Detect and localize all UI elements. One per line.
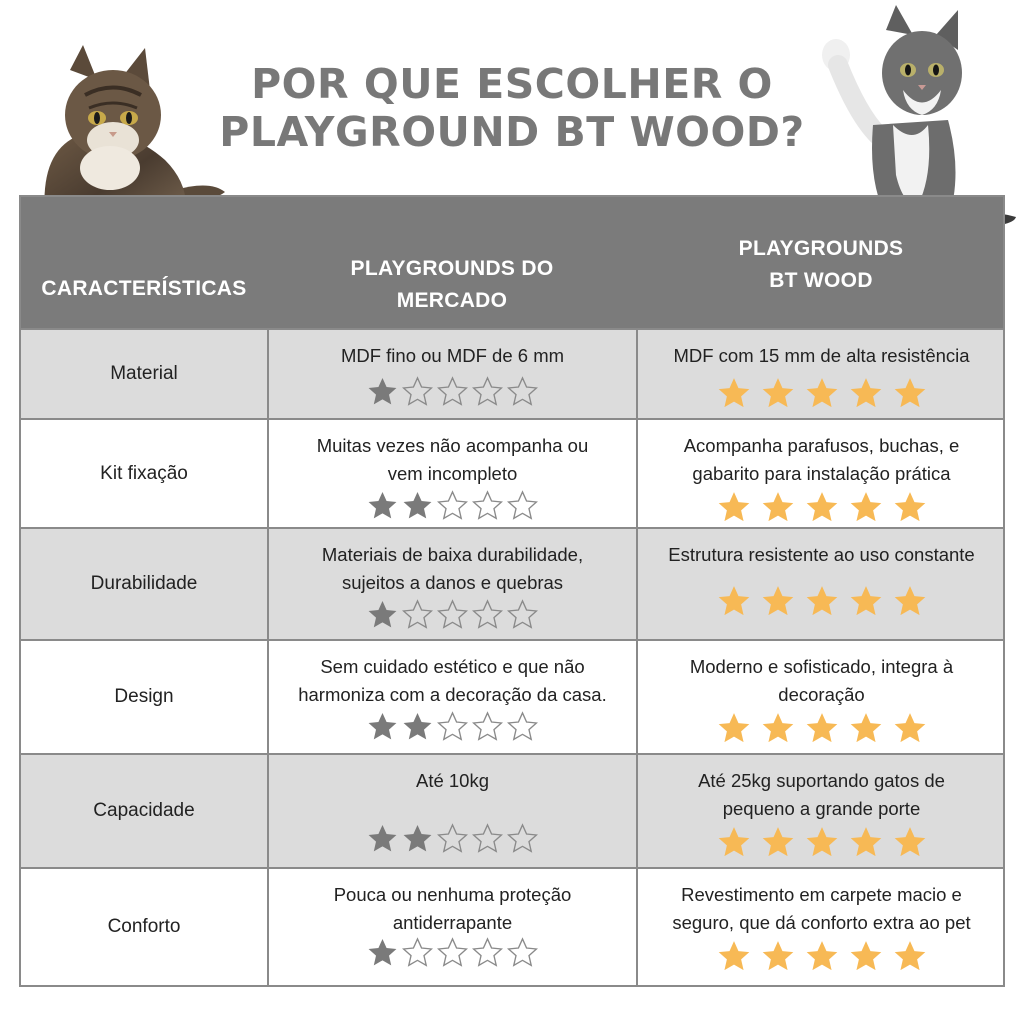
btwood-rating <box>717 490 927 524</box>
filled-star-icon <box>805 584 839 618</box>
table-header-row <box>21 197 1003 330</box>
empty-star-icon <box>472 711 503 742</box>
filled-star-icon <box>761 376 795 410</box>
empty-star-icon <box>472 823 503 854</box>
market-rating <box>367 711 538 742</box>
filled-star-icon <box>402 490 433 521</box>
btwood-rating <box>717 584 927 618</box>
market-cell <box>269 641 636 753</box>
filled-star-icon <box>717 584 751 618</box>
table-row <box>21 420 1003 529</box>
filled-star-icon <box>849 825 883 859</box>
feature-cell <box>21 641 267 753</box>
filled-star-icon <box>367 711 398 742</box>
btwood-rating <box>717 711 927 745</box>
empty-star-icon <box>507 490 538 521</box>
filled-star-icon <box>805 376 839 410</box>
market-cell <box>269 869 636 985</box>
filled-star-icon <box>717 376 751 410</box>
market-rating <box>367 490 538 521</box>
market-rating <box>367 937 538 968</box>
empty-star-icon <box>437 937 468 968</box>
filled-star-icon <box>893 584 927 618</box>
column-divider <box>636 330 638 985</box>
market-description: Pouca ou nenhuma proteção antiderrapante <box>333 884 572 933</box>
filled-star-icon <box>893 825 927 859</box>
btwood-cell <box>638 529 1005 639</box>
filled-star-icon <box>367 490 398 521</box>
feature-cell <box>21 420 267 527</box>
empty-star-icon <box>472 376 503 407</box>
filled-star-icon <box>761 939 795 973</box>
filled-star-icon <box>761 584 795 618</box>
market-description: Até 10kg <box>415 770 490 791</box>
filled-star-icon <box>893 490 927 524</box>
table-row <box>21 330 1003 420</box>
filled-star-icon <box>849 376 883 410</box>
market-cell <box>269 755 636 867</box>
btwood-description: MDF com 15 mm de alta resistência <box>673 345 970 366</box>
empty-star-icon <box>507 711 538 742</box>
market-description: Materiais de baixa durabilidade, sujeitos a danos e quebras <box>321 544 584 593</box>
empty-star-icon <box>437 823 468 854</box>
empty-star-icon <box>437 376 468 407</box>
market-rating <box>367 599 538 630</box>
btwood-description: Moderno e sofisticado, integra à decoração <box>689 656 954 705</box>
header-btwood <box>637 197 1005 330</box>
market-description: Muitas vezes não acompanha ou vem incompleto <box>316 435 589 484</box>
filled-star-icon <box>893 939 927 973</box>
btwood-cell <box>638 869 1005 985</box>
empty-star-icon <box>402 376 433 407</box>
empty-star-icon <box>507 599 538 630</box>
market-cell <box>269 420 636 527</box>
filled-star-icon <box>761 490 795 524</box>
filled-star-icon <box>849 584 883 618</box>
filled-star-icon <box>849 939 883 973</box>
feature-cell <box>21 330 267 418</box>
empty-star-icon <box>402 599 433 630</box>
filled-star-icon <box>717 490 751 524</box>
filled-star-icon <box>367 599 398 630</box>
table-row <box>21 529 1003 641</box>
feature-label: Capacidade <box>93 800 195 821</box>
empty-star-icon <box>437 599 468 630</box>
filled-star-icon <box>849 711 883 745</box>
filled-star-icon <box>717 711 751 745</box>
market-cell <box>269 330 636 418</box>
filled-star-icon <box>805 825 839 859</box>
filled-star-icon <box>805 711 839 745</box>
filled-star-icon <box>717 825 751 859</box>
empty-star-icon <box>402 937 433 968</box>
filled-star-icon <box>367 376 398 407</box>
filled-star-icon <box>367 937 398 968</box>
feature-label: Conforto <box>107 916 181 937</box>
market-description: Sem cuidado estético e que não harmoniza com a decoração da casa. <box>298 656 607 705</box>
page-title-line-2: PLAYGROUND BT WOOD? <box>219 108 805 156</box>
market-description: MDF fino ou MDF de 6 mm <box>340 345 565 366</box>
header-btwood-label: PLAYGROUNDS BT WOOD <box>738 236 904 292</box>
filled-star-icon <box>402 711 433 742</box>
filled-star-icon <box>367 823 398 854</box>
filled-star-icon <box>893 376 927 410</box>
btwood-cell <box>638 755 1005 867</box>
header-features-label: CARACTERÍSTICAS <box>41 276 247 300</box>
filled-star-icon <box>849 490 883 524</box>
market-rating <box>367 823 538 854</box>
empty-star-icon <box>437 490 468 521</box>
btwood-description: Acompanha parafusos, buchas, e gabarito para instalação prática <box>683 435 960 484</box>
page-title <box>180 60 844 156</box>
btwood-description: Até 25kg suportando gatos de pequeno a grande porte <box>698 770 945 819</box>
header-market <box>268 197 636 350</box>
table-row <box>21 869 1003 985</box>
empty-star-icon <box>507 823 538 854</box>
feature-cell <box>21 869 267 985</box>
btwood-cell <box>638 420 1005 527</box>
empty-star-icon <box>472 490 503 521</box>
filled-star-icon <box>761 711 795 745</box>
feature-label: Durabilidade <box>90 573 198 594</box>
table-row <box>21 755 1003 869</box>
table-row <box>21 641 1003 755</box>
filled-star-icon <box>893 711 927 745</box>
feature-label: Kit fixação <box>100 462 188 484</box>
btwood-description: Revestimento em carpete macio e seguro, que dá conforto extra ao pet <box>672 884 971 933</box>
feature-cell <box>21 755 267 867</box>
filled-star-icon <box>805 490 839 524</box>
btwood-rating <box>717 825 927 859</box>
btwood-cell <box>638 330 1005 418</box>
filled-star-icon <box>717 939 751 973</box>
filled-star-icon <box>402 823 433 854</box>
feature-label: Material <box>110 363 178 384</box>
empty-star-icon <box>507 376 538 407</box>
header-market-label: PLAYGROUNDS DO MERCADO <box>350 256 554 312</box>
btwood-rating <box>717 939 927 973</box>
filled-star-icon <box>805 939 839 973</box>
feature-cell <box>21 529 267 639</box>
empty-star-icon <box>437 711 468 742</box>
market-cell <box>269 529 636 639</box>
comparison-table <box>19 195 1005 987</box>
empty-star-icon <box>507 937 538 968</box>
filled-star-icon <box>761 825 795 859</box>
empty-star-icon <box>472 599 503 630</box>
btwood-cell <box>638 641 1005 753</box>
market-rating <box>367 376 538 407</box>
column-divider <box>267 330 269 985</box>
btwood-rating <box>717 376 927 410</box>
feature-label: Design <box>114 686 174 707</box>
btwood-description: Estrutura resistente ao uso constante <box>668 544 975 565</box>
page-title-line-1: POR QUE ESCOLHER O <box>251 60 773 108</box>
empty-star-icon <box>472 937 503 968</box>
